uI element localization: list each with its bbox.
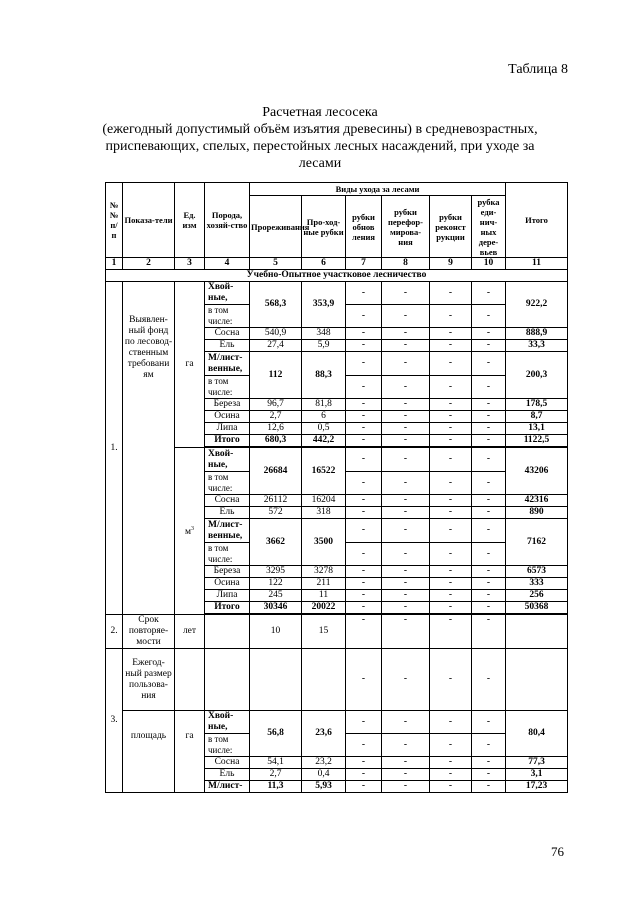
cell-dash: - — [430, 507, 472, 519]
cell-total: 178,5 — [506, 399, 568, 411]
cell-dash: - — [346, 472, 382, 495]
species-linden: Липа — [205, 590, 250, 602]
cell-value: 12,6 — [250, 423, 302, 435]
cell-dash: - — [346, 448, 382, 472]
cell-total: 890 — [506, 507, 568, 519]
cell-dash: - — [430, 734, 472, 757]
species-linden: Липа — [205, 423, 250, 435]
cell-dash: - — [430, 305, 472, 328]
cell-value: 0,5 — [302, 423, 346, 435]
cell-dash: - — [382, 519, 430, 543]
header-care-group: Виды ухода за лесами — [250, 183, 506, 196]
species-pine: Сосна — [205, 328, 250, 340]
species-total: Итого — [205, 435, 250, 447]
col-num: 1 — [106, 258, 123, 270]
cell-dash: - — [382, 781, 430, 793]
row1-unit-ha: га — [175, 282, 205, 448]
cell-dash: - — [430, 435, 472, 447]
cell-dash: - — [472, 448, 506, 472]
cell-value: 23,2 — [302, 757, 346, 769]
cell-dash: - — [382, 769, 430, 781]
species-conifers: Хвой-ные, — [205, 282, 250, 305]
cell-value: 353,9 — [302, 282, 346, 328]
cell-value: 540,9 — [250, 328, 302, 340]
header-species: Порода, хозяй-ство — [205, 183, 250, 258]
cell-value: 54,1 — [250, 757, 302, 769]
cell-value: 2,7 — [250, 769, 302, 781]
cell-dash: - — [382, 711, 430, 734]
species-spruce: Ель — [205, 769, 250, 781]
cell-dash: - — [382, 495, 430, 507]
col-num: 7 — [346, 258, 382, 270]
cell-dash: - — [382, 734, 430, 757]
cell-dash: - — [346, 340, 382, 352]
cell-dash: - — [382, 352, 430, 376]
col-num: 6 — [302, 258, 346, 270]
cell-dash: - — [346, 757, 382, 769]
cell-total: 13,1 — [506, 423, 568, 435]
species-pine: Сосна — [205, 757, 250, 769]
cell-dash: - — [382, 340, 430, 352]
species-incl: в том числе: — [205, 305, 250, 328]
cell-dash: - — [346, 734, 382, 757]
cell-dash: - — [430, 472, 472, 495]
cell-dash: - — [472, 566, 506, 578]
row1-unit-m3 — [175, 448, 205, 615]
title-line: (ежегодный допустимый объём изъятия древесины) в средневозрастных, — [102, 122, 538, 137]
cell-dash: - — [346, 495, 382, 507]
cell-dash: - — [472, 376, 506, 399]
cell-value: 442,2 — [302, 435, 346, 447]
cell-dash: - — [346, 590, 382, 602]
cell-value: 5,93 — [302, 781, 346, 793]
cell-value: 96,7 — [250, 399, 302, 411]
cell-dash: - — [346, 543, 382, 566]
cell-dash: - — [346, 352, 382, 376]
cell-dash: - — [430, 649, 472, 711]
cell-value: 318 — [302, 507, 346, 519]
species-incl: в том числе: — [205, 472, 250, 495]
cell-dash: - — [472, 282, 506, 305]
cell-value: 211 — [302, 578, 346, 590]
cell-dash: - — [382, 411, 430, 423]
cell-dash: - — [346, 435, 382, 447]
cell-dash: - — [472, 602, 506, 614]
cell-value: 23,6 — [302, 711, 346, 757]
row1-num: 1. — [106, 282, 123, 615]
cell-dash: - — [382, 757, 430, 769]
col-num: 10 — [472, 258, 506, 270]
cell-dash: - — [346, 566, 382, 578]
cell-value: 5,9 — [302, 340, 346, 352]
col-num: 2 — [123, 258, 175, 270]
cell-dash: - — [346, 305, 382, 328]
species-conifers: Хвой-ные, — [205, 448, 250, 472]
row3-num: 3. — [106, 649, 123, 793]
species-incl: в том числе: — [205, 543, 250, 566]
cell-dash: - — [472, 649, 506, 711]
cell-dash: - — [382, 615, 430, 649]
cell-dash: - — [472, 590, 506, 602]
header-unit: Ед. изм — [175, 183, 205, 258]
header-renewal: рубки обнов ления — [346, 196, 382, 258]
cell-dash: - — [430, 543, 472, 566]
cell-dash: - — [346, 507, 382, 519]
row1-indicator-text: Выявлен-ный фонд по лесовод-ственным требовани ям — [124, 315, 173, 380]
cell-dash: - — [472, 769, 506, 781]
cell-dash: - — [430, 615, 472, 649]
cell-value: 3278 — [302, 566, 346, 578]
cell-dash: - — [430, 781, 472, 793]
cell-dash: - — [382, 305, 430, 328]
col-num: 4 — [205, 258, 250, 270]
col-num: 5 — [250, 258, 302, 270]
cell-dash: - — [382, 566, 430, 578]
col-num: 9 — [430, 258, 472, 270]
cell-dash: - — [430, 769, 472, 781]
cell-dash: - — [472, 781, 506, 793]
cell-dash: - — [346, 282, 382, 305]
cell-dash: - — [382, 578, 430, 590]
cell-dash: - — [346, 328, 382, 340]
cell-dash: - — [472, 305, 506, 328]
cell-value: 3295 — [250, 566, 302, 578]
cell-total: 888,9 — [506, 328, 568, 340]
cell-dash: - — [430, 352, 472, 376]
logging-table — [105, 182, 568, 793]
header-indicator: Показа-тели — [123, 183, 175, 258]
cell-dash: - — [472, 615, 506, 649]
cell-total: 33,3 — [506, 340, 568, 352]
cell-value: 122 — [250, 578, 302, 590]
header-num: № № п/ п — [106, 183, 123, 258]
cell-value: 16204 — [302, 495, 346, 507]
species-aspen: Осина — [205, 578, 250, 590]
cell-dash: - — [430, 423, 472, 435]
cell-dash: - — [346, 602, 382, 614]
cell-dash: - — [382, 328, 430, 340]
cell-dash: - — [430, 578, 472, 590]
row1-indicator — [123, 282, 175, 615]
table-label: Таблица 8 — [508, 62, 568, 77]
cell-value: 6 — [302, 411, 346, 423]
cell-dash: - — [382, 423, 430, 435]
cell-value: 56,8 — [250, 711, 302, 757]
cell-dash: - — [382, 448, 430, 472]
row2-total — [506, 615, 568, 649]
cell-value: 245 — [250, 590, 302, 602]
cell-dash: - — [472, 519, 506, 543]
cell-dash: - — [382, 649, 430, 711]
cell-value: 348 — [302, 328, 346, 340]
column-numbers-row — [106, 258, 568, 270]
cell-total: 333 — [506, 578, 568, 590]
cell-total: 256 — [506, 590, 568, 602]
row2-unit: лет — [175, 615, 205, 649]
cell-value: 26112 — [250, 495, 302, 507]
col-num: 3 — [175, 258, 205, 270]
col-num: 8 — [382, 258, 430, 270]
page-number: 76 — [551, 844, 564, 859]
cell-dash: - — [346, 423, 382, 435]
cell-value: 15 — [302, 615, 346, 649]
cell-dash: - — [346, 649, 382, 711]
cell-dash: - — [430, 328, 472, 340]
cell-dash: - — [382, 543, 430, 566]
cell-total: 922,2 — [506, 282, 568, 328]
row3-empty — [506, 649, 568, 711]
row3-empty — [302, 649, 346, 711]
cell-dash: - — [430, 376, 472, 399]
cell-value: 3662 — [250, 519, 302, 566]
cell-dash: - — [382, 399, 430, 411]
cell-dash: - — [430, 711, 472, 734]
cell-dash: - — [472, 472, 506, 495]
cell-dash: - — [382, 507, 430, 519]
cell-dash: - — [430, 411, 472, 423]
cell-total: 50368 — [506, 602, 568, 614]
cell-total: 77,3 — [506, 757, 568, 769]
cell-total: 7162 — [506, 519, 568, 566]
cell-value: 26684 — [250, 448, 302, 495]
cell-dash: - — [430, 757, 472, 769]
cell-value: 2,7 — [250, 411, 302, 423]
cell-dash: - — [430, 566, 472, 578]
cell-dash: - — [472, 711, 506, 734]
cell-dash: - — [472, 757, 506, 769]
header-pass: Про-ход-ные рубки — [302, 196, 346, 258]
cell-dash: - — [346, 781, 382, 793]
cell-dash: - — [472, 543, 506, 566]
cell-value: 81,8 — [302, 399, 346, 411]
cell-total: 42316 — [506, 495, 568, 507]
species-incl: в том числе: — [205, 376, 250, 399]
cell-dash: - — [430, 282, 472, 305]
title-line: приспевающих, спелых, перестойных лесных насаждений, при уходе за — [105, 139, 535, 154]
cell-dash: - — [472, 734, 506, 757]
cell-dash: - — [472, 399, 506, 411]
cell-total: 80,4 — [506, 711, 568, 757]
cell-value: 0,4 — [302, 769, 346, 781]
species-spruce: Ель — [205, 507, 250, 519]
header-reforming: рубки перефор-мирова-ния — [382, 196, 430, 258]
title-line: лесами — [298, 156, 342, 171]
cell-dash: - — [472, 435, 506, 447]
cell-dash: - — [472, 507, 506, 519]
row2-indicator: Срок повторяе-мости — [123, 615, 175, 649]
cell-total: 6573 — [506, 566, 568, 578]
cell-dash: - — [430, 590, 472, 602]
cell-value: 16522 — [302, 448, 346, 495]
species-conifers: Хвой-ные, — [205, 711, 250, 734]
cell-value: 88,3 — [302, 352, 346, 399]
species-spruce: Ель — [205, 340, 250, 352]
cell-dash: - — [346, 519, 382, 543]
cell-total: 17,23 — [506, 781, 568, 793]
cell-dash: - — [430, 519, 472, 543]
cell-dash: - — [472, 328, 506, 340]
cell-dash: - — [382, 282, 430, 305]
species-birch: Береза — [205, 399, 250, 411]
row3-area: площадь — [123, 711, 175, 793]
header-single: рубка еди-нич-ных дере-вьев — [472, 196, 506, 258]
cell-value: 3500 — [302, 519, 346, 566]
cell-dash: - — [382, 376, 430, 399]
cell-dash: - — [346, 711, 382, 734]
cell-value: 20022 — [302, 602, 346, 614]
cell-dash: - — [430, 340, 472, 352]
cell-value: 11,3 — [250, 781, 302, 793]
cell-total: 8,7 — [506, 411, 568, 423]
col-num: 11 — [506, 258, 568, 270]
header-total: Итого — [506, 183, 568, 258]
species-total: Итого — [205, 602, 250, 614]
cell-value: 11 — [302, 590, 346, 602]
row3-unit-empty — [175, 649, 205, 711]
cell-dash: - — [382, 590, 430, 602]
cell-dash: - — [472, 352, 506, 376]
cell-dash: - — [346, 615, 382, 649]
table-title — [90, 104, 550, 172]
cell-value: 27,4 — [250, 340, 302, 352]
cell-value: 112 — [250, 352, 302, 399]
species-deciduous: М/лист-венные, — [205, 352, 250, 376]
cell-dash: - — [430, 448, 472, 472]
unit-m3-text: м — [184, 527, 191, 538]
row3-empty — [250, 649, 302, 711]
cell-value: 680,3 — [250, 435, 302, 447]
cell-dash: - — [472, 495, 506, 507]
cell-dash: - — [472, 423, 506, 435]
cell-dash: - — [346, 411, 382, 423]
cell-value: 30346 — [250, 602, 302, 614]
cell-dash: - — [346, 399, 382, 411]
cell-dash: - — [346, 578, 382, 590]
row2-num: 2. — [106, 615, 123, 649]
species-deciduous-short: М/лист- — [205, 781, 250, 793]
cell-total: 43206 — [506, 448, 568, 495]
cell-dash: - — [430, 495, 472, 507]
cell-dash: - — [472, 340, 506, 352]
species-incl: в том числе: — [205, 734, 250, 757]
cell-total: 1122,5 — [506, 435, 568, 447]
cell-dash: - — [346, 769, 382, 781]
section-title: Учебно-Опытное участковое лесничество — [106, 270, 568, 282]
species-birch: Береза — [205, 566, 250, 578]
cell-value: 572 — [250, 507, 302, 519]
cell-dash: - — [382, 602, 430, 614]
cell-dash: - — [430, 399, 472, 411]
title-line: Расчетная лесосека — [262, 105, 378, 120]
cell-total: 3,1 — [506, 769, 568, 781]
cell-dash: - — [430, 602, 472, 614]
header-thinning: Прореживания — [250, 196, 302, 258]
cell-dash: - — [472, 578, 506, 590]
row3-unit: га — [175, 711, 205, 793]
row3-species-empty — [205, 649, 250, 711]
cell-value: 568,3 — [250, 282, 302, 328]
row2-species — [205, 615, 250, 649]
cell-dash: - — [346, 376, 382, 399]
row3-indicator: Ежегод-ный размер пользова-ния — [123, 649, 175, 711]
species-deciduous: М/лист-венные, — [205, 519, 250, 543]
cell-value: 10 — [250, 615, 302, 649]
species-pine: Сосна — [205, 495, 250, 507]
header-reconstruction: рубки реконст рукции — [430, 196, 472, 258]
species-aspen: Осина — [205, 411, 250, 423]
unit-m3-sup: 3 — [191, 526, 194, 532]
cell-dash: - — [472, 411, 506, 423]
cell-dash: - — [382, 472, 430, 495]
cell-total: 200,3 — [506, 352, 568, 399]
cell-dash: - — [382, 435, 430, 447]
